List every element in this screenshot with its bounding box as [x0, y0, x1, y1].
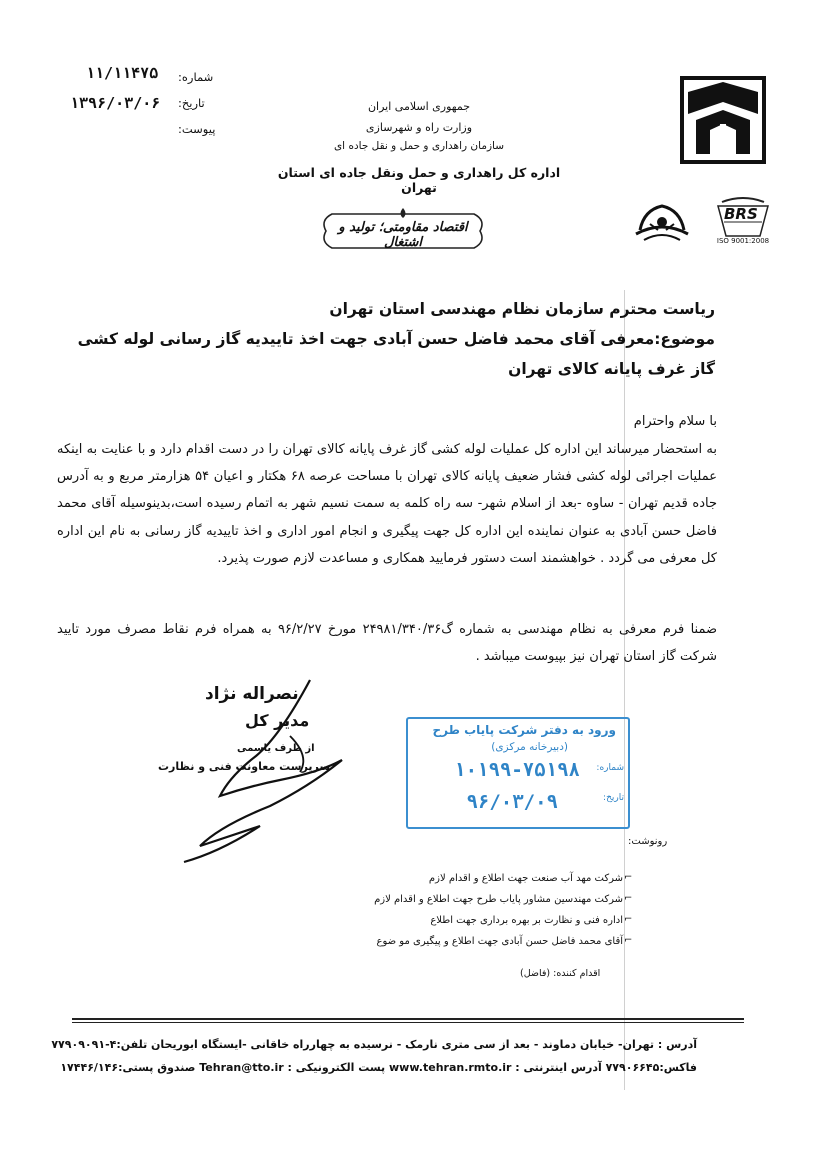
- attachment-label: پیوست:: [178, 122, 216, 136]
- received-stamp: [406, 717, 630, 829]
- organization-name: سازمان راهداری و حمل و نقل جاده ای: [333, 140, 505, 152]
- scan-crease: [624, 290, 625, 1090]
- copy-item: اداره فنی و نظارت بر بهره برداری جهت اطلاع: [430, 915, 623, 926]
- subject-line-1: موضوع:معرفی آقای محمد فاضل حسن آبادی جهت اخذ تاییدیه گاز رسانی لوله کشی: [77, 330, 715, 348]
- letter-date: ۱۳۹۶/۰۳/۰۶: [70, 94, 161, 112]
- copy-bullet-icon: ⌐: [624, 872, 633, 883]
- stamp-subtitle: (دبیرخانه مرکزی): [491, 741, 568, 753]
- stamp-title: ورود به دفتر شرکت پایاب طرح: [432, 723, 616, 737]
- ministry-logo-icon: [678, 74, 768, 166]
- stamp-date: ۹۶/۰۳/۰۹: [466, 791, 558, 813]
- acted-by: اقدام کننده: (فاضل): [520, 968, 601, 979]
- greeting: با سلام واحترام: [633, 414, 717, 429]
- quality-emblem-icon: [630, 200, 694, 244]
- footer-rule: [72, 1018, 744, 1020]
- date-label: تاریخ:: [178, 96, 205, 110]
- footer-rule: [72, 1022, 744, 1023]
- number-label: شماره:: [178, 70, 214, 84]
- letter-postscript: ضمنا فرم معرفی به نظام مهندسی به شماره گ۲۴۹۸۱/۳۴۰/۳۶ مورخ ۹۶/۲/۲۷ به همراه فرم نقاط مصرف مورد تایید شرکت گاز استان تهران نیز بپیوست میباشد .: [57, 622, 718, 665]
- stamp-number: ۱۰۱۹۹-۷۵۱۹۸: [454, 759, 580, 781]
- copy-bullet-icon: ⌐: [624, 893, 633, 904]
- stamp-number-label: شماره:: [596, 763, 624, 773]
- copy-item: شرکت مهد آب صنعت جهت اطلاع و اقدام لازم: [428, 873, 623, 884]
- signatory-name: نصراله نژاد: [205, 684, 299, 704]
- letter-body: به استحضار میرساند این اداره کل عملیات لوله کشی گاز غرف پایانه کالای تهران را در دست اقدام دارد و با عنایت به اینکه عملیات اجرائی لوله کشی فشار ضعیف پایانه کالای تهران با مساحت عرصه ۶۸ هکتار و اعیان ۵۴ هزارمتر مربع و به آدرس جاده قدیم تهران - ساوه -بعد از اسلام شهر- سه راه کلمه به سمت نسیم شهر به اتمام رسیده است،بدینوسیله آقای محمد فاضل حسن آبادی به عنوان نماینده این اداره کل جهت پیگیری و انجام امور اداری و اخذ تاییدیه گاز رسانی به نام این اداره کل معرفی می گردد . خواهشمند است دستور فرمایید همکاری و مساعدت لازم صورت پذیرد.: [57, 442, 717, 566]
- office-name: اداره کل راهداری و حمل ونقل جاده ای استان تهران: [277, 165, 561, 195]
- subject-line-2: گاز غرف پایانه کالای تهران: [508, 360, 715, 378]
- addressee: ریاست محترم سازمان نظام مهندسی استان تهران: [329, 300, 715, 318]
- copy-bullet-icon: ⌐: [624, 935, 633, 946]
- ministry-name: وزارت راه و شهرسازی: [365, 121, 473, 134]
- brs-text: BRS: [724, 205, 758, 223]
- copy-bullet-icon: ⌐: [624, 914, 633, 925]
- copy-item: آقای محمد فاضل حسن آبادی جهت اطلاع و پیگیری مو ضوع: [376, 936, 623, 947]
- slogan-text: اقتصاد مقاومتی؛ تولید و اشتغال: [338, 220, 468, 250]
- deputy-title: سرپرست معاونت فنی و نظارت: [158, 760, 331, 773]
- copies-label: رونوشت:: [628, 836, 668, 847]
- footer-address: آدرس : تهران- خیابان دماوند - بعد از سی متری نارمک - نرسیده به چهارراه خاقانی -ایستگاه ابوریحان تلفن:۴-۷۷۹۰۹۰۹۱: [51, 1038, 697, 1051]
- on-behalf: از طرف یاسمی: [237, 743, 315, 754]
- footer-contact: فاکس:۷۷۹۰۶۶۴۵ آدرس اینترنتی : www.tehran.rmto.ir پست الکترونیکی : Tehran@tto.ir صندوق پستی:۱۷۴۴۶/۱۴۶: [60, 1061, 697, 1074]
- signatory-title: مدیر کل: [245, 711, 310, 730]
- republic-name: جمهوری اسلامی ایران: [367, 100, 471, 113]
- iso-cert: ISO 9001:2008: [716, 237, 770, 245]
- stamp-date-label: تاریخ:: [603, 793, 624, 803]
- letter-number: ۱۱/۱۱۴۷۵: [86, 64, 159, 82]
- copy-item: شرکت مهندسین مشاور پایاب طرح جهت اطلاع و اقدام لازم: [374, 894, 623, 905]
